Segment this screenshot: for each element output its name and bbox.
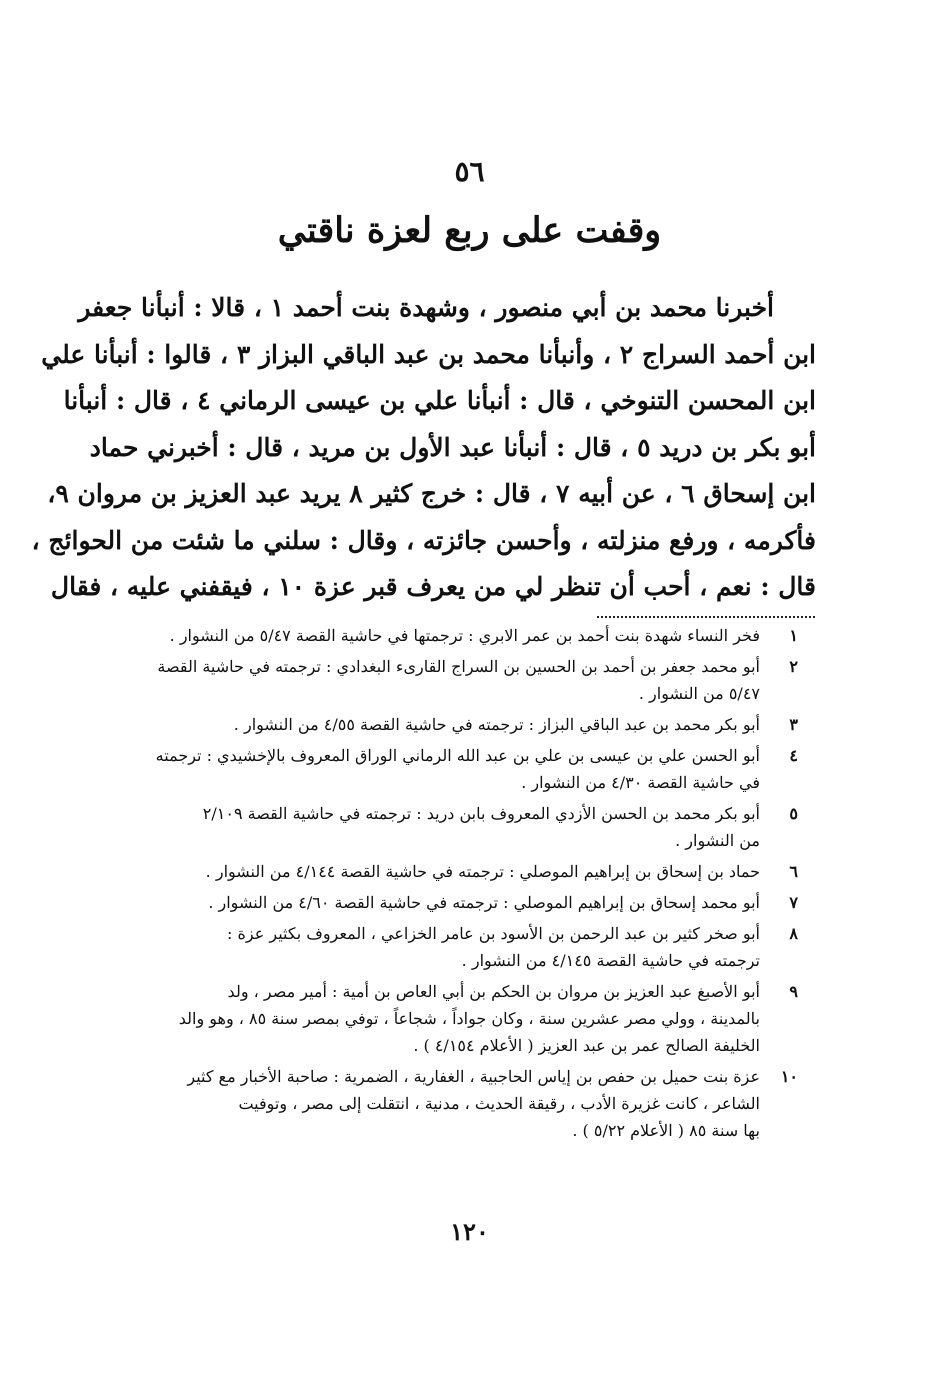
footnote-text: أبو الحسن علي بن عيسى بن علي بن عبد الله الرماني الوراق المعروف بالإخشيدي : ترجمته — [155, 746, 760, 765]
footnote-number: ٢ — [789, 657, 798, 676]
footnote-text: ٥/٤٧ من النشوار . — [638, 684, 760, 703]
footnote-10 — [118, 1063, 798, 1144]
footnote-text: أبو بكر محمد بن عبد الباقي البزاز : ترجمته في حاشية القصة ٤/٥٥ من النشوار . — [233, 715, 760, 734]
footnote-5 — [118, 800, 798, 854]
main-text-line: ابن إسحاق ٦ ، عن أبيه ٧ ، قال : خرج كثير ٨ يريد عبد العزيز بن مروان ٩، — [47, 479, 816, 508]
footnote-9 — [118, 978, 798, 1059]
main-text-line: ابن المحسن التنوخي ، قال : أنبأنا علي بن عيسى الرماني ٤ ، قال : أنبأنا — [63, 386, 816, 415]
footnote-text: أبو محمد إسحاق بن إبراهيم الموصلي : ترجمته في حاشية القصة ٤/٦٠ من النشوار . — [208, 893, 760, 912]
footnote-text: ترجمته في حاشية القصة ٤/١٤٥ من النشوار . — [461, 951, 760, 970]
footnote-text: عزة بنت حميل بن حفص بن إياس الحاجبية ، الغفارية ، الضمرية : صاحبة الأخبار مع كثير — [187, 1067, 760, 1086]
footnote-number: ١٠ — [780, 1067, 798, 1086]
footnote-text: من النشوار . — [675, 831, 760, 850]
footnote-text: أبو محمد جعفر بن أحمد بن الحسين بن السراج القارىء البغدادي : ترجمته في حاشية القصة — [157, 657, 760, 676]
footnote-text: الشاعر ، كانت غزيرة الأدب ، رقيقة الحديث ، مدنية ، انتقلت إلى مصر ، وتوفيت — [238, 1094, 760, 1113]
footnote-7 — [118, 889, 798, 916]
footnote-6 — [118, 858, 798, 885]
footnote-number: ٦ — [789, 862, 798, 881]
footnote-text: الخليفة الصالح عمر بن عبد العزيز ( الأعلام ٤/١٥٤ ) . — [413, 1036, 760, 1055]
footnote-number: ١ — [789, 626, 798, 645]
main-text-line: فأكرمه ، ورفع منزلته ، وأحسن جائزته ، وقال : سلني ما شئت من الحوائج ، — [31, 525, 816, 555]
footnote-number: ٤ — [789, 746, 798, 765]
footnote-divider — [597, 616, 815, 618]
footnote-text: حماد بن إسحاق بن إبراهيم الموصلي : ترجمته في حاشية القصة ٤/١٤٤ من النشوار . — [205, 862, 760, 881]
footnote-text: أبو بكر محمد بن الحسن الأزدي المعروف بابن دريد : ترجمته في حاشية القصة ٢/١٠٩ — [202, 804, 760, 823]
page-number: ١٢٠ — [450, 1217, 489, 1246]
main-text-line: قال : نعم ، أحب أن تنظر لي من يعرف قبر عزة ١٠ ، فيقفني عليه ، فقال — [50, 572, 816, 601]
footnote-4 — [118, 742, 798, 796]
story-title: وقفت على ربع لعزة ناقتي — [277, 210, 662, 251]
footnote-text: فخر النساء شهدة بنت أحمد بن عمر الابري : ترجمتها في حاشية القصة ٥/٤٧ من النشوار . — [169, 626, 760, 645]
footnotes — [118, 622, 798, 1148]
footnote-number: ٨ — [789, 924, 798, 943]
footnote-3 — [118, 711, 798, 738]
footnote-number: ٥ — [789, 804, 798, 823]
footnote-number: ٩ — [789, 982, 798, 1001]
footnote-text: أبو الأصبغ عبد العزيز بن مروان بن الحكم بن أبي العاص بن أمية : أمير مصر ، ولد — [227, 982, 760, 1001]
footnote-number: ٧ — [789, 893, 798, 912]
main-text — [31, 285, 816, 611]
footnote-1 — [118, 622, 798, 649]
footnote-text: أبو صخر كثير بن عبد الرحمن بن الأسود بن عامر الخزاعي ، المعروف بكثير عزة : — [227, 924, 760, 943]
main-text-line: أخبرنا محمد بن أبي منصور ، وشهدة بنت أحمد ١ ، قالا : أنبأنا جعفر — [78, 293, 774, 322]
main-text-line: أبو بكر بن دريد ٥ ، قال : أنبأنا عبد الأول بن مريد ، قال : أخبرني حماد — [89, 432, 816, 462]
footnote-number: ٣ — [789, 715, 798, 734]
footnote-text: بها سنة ٨٥ ( الأعلام ٥/٢٢ ) . — [572, 1121, 760, 1140]
story-number: ٥٦ — [454, 155, 485, 188]
footnote-text: في حاشية القصة ٤/٣٠ من النشوار . — [521, 773, 760, 792]
footnote-2 — [118, 653, 798, 707]
footnote-8 — [118, 920, 798, 974]
footnote-text: بالمدينة ، وولي مصر عشرين سنة ، وكان جواداً ، شجاعاً ، توفي بمصر سنة ٨٥ ، وهو والد — [178, 1009, 760, 1028]
main-text-line: ابن أحمد السراج ٢ ، وأنبأنا محمد بن عبد الباقي البزاز ٣ ، قالوا : أنبأنا علي — [41, 339, 816, 369]
